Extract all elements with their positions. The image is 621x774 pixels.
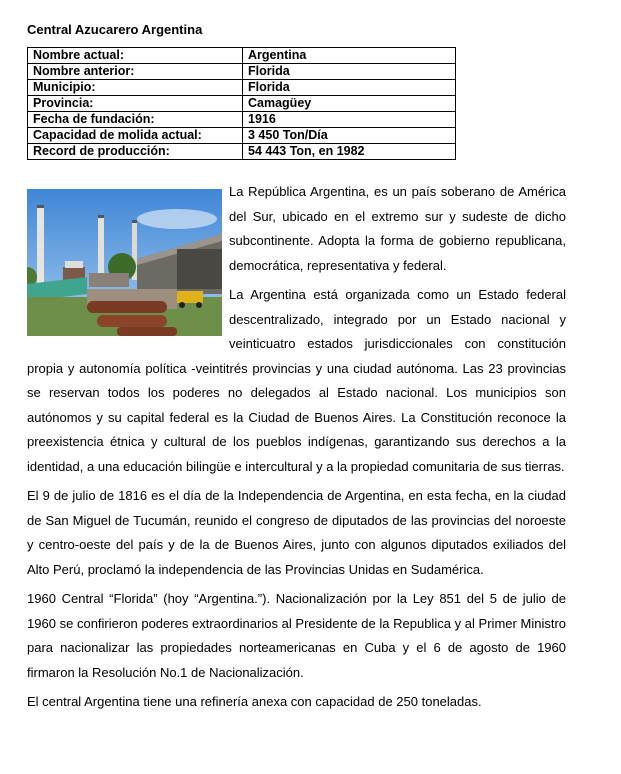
- paragraph: La República Argentina, es un país soberano de América del Sur, ubicado en el extremo sur y sudeste de dicho subcontinente. Adopta la forma de gobierno republicana, democrática, representativa y federal.: [229, 184, 566, 273]
- row-value: Florida: [243, 64, 456, 80]
- paragraph: El 9 de julio de 1816 es el día de la Independencia de Argentina, en esta fecha, en la ciudad de San Miguel de Tucumán, reunido el congreso de diputados de las provincias del noroeste y centro-oeste del país y de la de Buenos Aires, junto con algunos diputados exiliados del Alto Perú, proclamó la independencia de las Provincias Unidas en Sudamérica.: [27, 488, 566, 577]
- row-value: 54 443 Ton, en 1982: [243, 144, 456, 160]
- paragraph: 1960 Central “Florida” (hoy “Argentina.”). Nacionalización por la Ley 851 del 5 de julio de 1960 se confirieron poderes extraordinarios al Presidente de la Republica y al Primer Ministro para nacionalizar las propiedades norteamericanas en Cuba y el 6 de agosto de 1960 firmaron la Resolución No.1 de Nacionalización.: [27, 591, 566, 680]
- table-row: [28, 80, 456, 96]
- body-text: [27, 180, 566, 720]
- row-label: Provincia:: [28, 96, 243, 112]
- row-value: 3 450 Ton/Día: [243, 128, 456, 144]
- row-value: Argentina: [243, 48, 456, 64]
- row-label: Municipio:: [28, 80, 243, 96]
- row-label: Nombre anterior:: [28, 64, 243, 80]
- info-table: [27, 47, 456, 160]
- row-label: Capacidad de molida actual:: [28, 128, 243, 144]
- row-value: Florida: [243, 80, 456, 96]
- table-row: [28, 128, 456, 144]
- table-row: [28, 144, 456, 160]
- row-label: Record de producción:: [28, 144, 243, 160]
- document-title: Central Azucarero Argentina: [27, 22, 203, 37]
- paragraph: La Argentina está organizada como un Estado federal descentralizado, integrado por un Estado nacional y veinticuatro estados jurisdiccionales con constitución propia y autonomía política -veintitrés provincias y una ciudad autónoma. Las 23 provincias se reservan todos los poderes no delegados al Estado nacional. Los municipios son autónomos y su capital federal es la Ciudad de Buenos Aires. La Constitución reconoce la preexistencia étnica y cultural de los pueblos indígenas, garantizando sus derechos a la identidad, a una educación bilingüe e intercultural y a la propiedad comunitaria de sus tierras.: [27, 287, 566, 474]
- photo-spacer: [27, 180, 229, 340]
- row-value: 1916: [243, 112, 456, 128]
- row-value: Camagüey: [243, 96, 456, 112]
- table-row: [28, 48, 456, 64]
- row-label: Fecha de fundación:: [28, 112, 243, 128]
- row-label: Nombre actual:: [28, 48, 243, 64]
- table-row: [28, 112, 456, 128]
- paragraph: El central Argentina tiene una refinería anexa con capacidad de 250 toneladas.: [27, 694, 482, 709]
- table-row: [28, 64, 456, 80]
- table-row: [28, 96, 456, 112]
